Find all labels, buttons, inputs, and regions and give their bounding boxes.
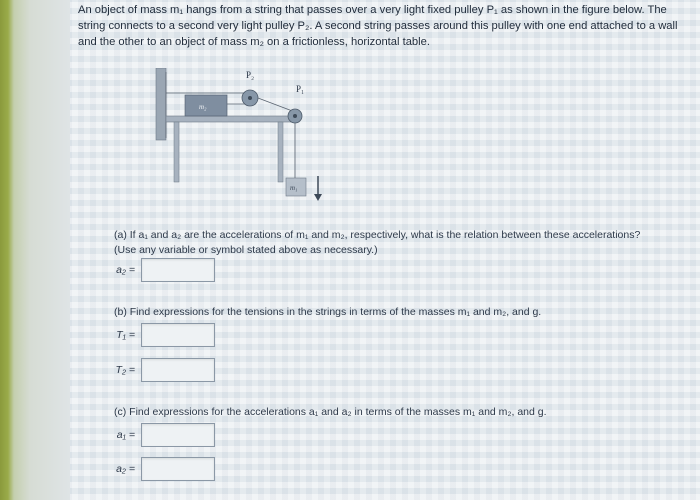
label-p1: P₁: [296, 84, 305, 94]
pulley-diagram: [150, 68, 350, 203]
answer-box-a2[interactable]: [141, 258, 215, 282]
field-label-t2: T₂ =: [115, 364, 135, 376]
a1-input[interactable]: [142, 424, 214, 446]
table-leg-right: [278, 122, 283, 182]
part-a-row-a2: [99, 258, 215, 282]
part-a-question: (a) If a₁ and a₂ are the accelerations of m₁ and m₂, respectively, what is the relation between these accelerations?: [114, 229, 641, 241]
answer-box-t1[interactable]: [141, 323, 215, 347]
answer-box-a1[interactable]: [141, 423, 215, 447]
field-label-a2: a₂ =: [116, 264, 135, 276]
part-b-row-t1: [99, 323, 215, 347]
part-b-row-t2: [99, 358, 215, 382]
part-a-hint: (Use any variable or symbol stated above as necessary.): [114, 244, 378, 256]
a2-relation-input[interactable]: [142, 259, 214, 281]
t1-input[interactable]: [142, 324, 214, 346]
label-p2: P₂: [246, 70, 255, 80]
part-c-question: (c) Find expressions for the accelerations a₁ and a₂ in terms of the masses m₁ and m₂, and g.: [114, 406, 547, 418]
field-label-a2-c: a₂ =: [116, 463, 135, 475]
part-c-row-a1: [99, 423, 215, 447]
field-label-a1: a₁ =: [116, 429, 135, 441]
table-top: [166, 116, 291, 122]
answer-box-a2-c[interactable]: [141, 457, 215, 481]
problem-statement: An object of mass m₁ hangs from a string that passes over a very light fixed pulley P₁ as shown in the figure below. The string connects to a second very light pulley P₂. A second string passes around this pulley with one end attached to a wall and the other to an object of mass m₂ on a frictionless, horizontal table.: [78, 4, 678, 48]
left-edge-strip: [0, 0, 70, 500]
a2-input[interactable]: [142, 458, 214, 480]
answer-box-t2[interactable]: [141, 358, 215, 382]
part-c-row-a2: [99, 457, 215, 481]
pulley-figure: [150, 68, 350, 203]
label-m1: m₁: [290, 184, 298, 192]
wall: [156, 68, 166, 140]
part-b-question: (b) Find expressions for the tensions in the strings in terms of the masses m₁ and m₂, and g.: [114, 306, 542, 318]
field-label-t1: T₁ =: [116, 329, 135, 341]
label-m2: m₂: [199, 103, 207, 111]
t2-input[interactable]: [142, 359, 214, 381]
table-leg-left: [174, 122, 179, 182]
